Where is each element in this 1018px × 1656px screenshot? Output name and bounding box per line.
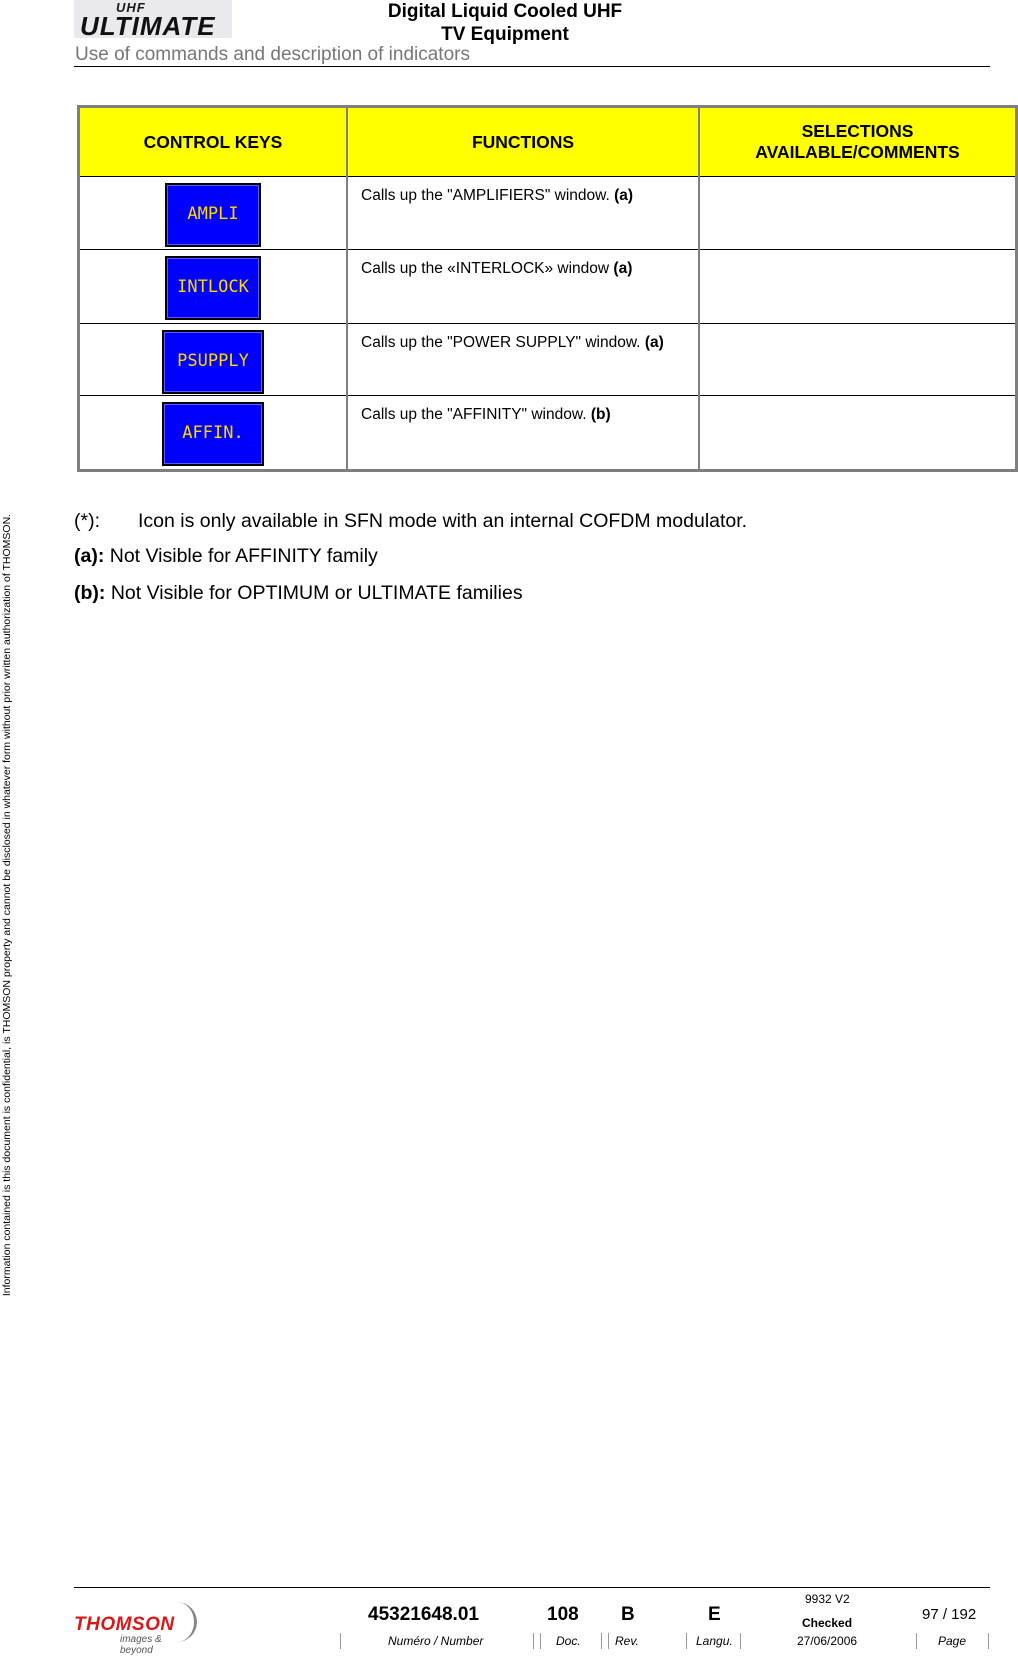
page-number: 97 / 192 [922,1606,977,1623]
checked-text: Checked [802,1616,853,1630]
note-b [74,582,523,605]
doc-value: 108 [547,1604,579,1625]
function-note: (b) [590,406,611,423]
confidentiality-text: Information contained is this document is confidential, is THOMSON property and cannot be disclosed in whatever form without prior written authorization of THOMSON. [1,513,13,1297]
comment-cell [699,177,1017,250]
note-a [74,545,378,568]
footer-separator [533,1633,534,1649]
uhf-ultimate-logo [74,0,232,41]
title-line-2: TV Equipment [441,24,569,45]
note-star-label: (*): [74,510,100,532]
footer-separator [916,1633,917,1649]
logo-ultimate-text: ULTIMATE [80,11,216,41]
note-a-label: (a): [74,545,105,567]
rev-label: Rev. [615,1634,639,1648]
comment-cell [699,250,1017,324]
header-divider [74,66,990,67]
footer-separator [340,1633,341,1649]
footer-separator [540,1633,541,1649]
table-row [79,250,1017,324]
footer-separator [740,1633,741,1649]
control-keys-table [77,105,1018,472]
section-title: Use of commands and description of indicators [75,44,470,65]
version-text: 9932 V2 [805,1592,850,1606]
rev-value: B [621,1604,635,1625]
table-header-row [79,107,1017,177]
header-selections [699,107,1017,177]
thomson-tagline: images & beyond [120,1634,162,1656]
function-note: (a) [644,334,664,351]
note-b-text: Not Visible for OPTIMUM or ULTIMATE families [110,582,523,604]
doc-label: Doc. [556,1634,581,1648]
header-functions: FUNCTIONS [347,107,699,177]
lang-label: Langu. [696,1634,733,1648]
function-text: Calls up the «INTERLOCK» window [361,260,614,277]
function-note: (a) [614,187,634,204]
confidentiality-notice [0,0,14,1649]
date-text: 27/06/2006 [797,1634,858,1648]
lang-value: E [708,1604,721,1625]
key-cell [79,396,348,471]
function-cell [347,396,699,471]
thomson-logo [72,1598,194,1656]
function-note: (a) [613,260,633,277]
page-label: Page [938,1634,967,1648]
key-cell [79,250,348,324]
footer-separator [988,1633,989,1649]
title-line-1: Digital Liquid Cooled UHF [387,1,623,22]
footer-separator [686,1633,687,1649]
key-cell [79,324,348,396]
function-text: Calls up the "AFFINITY" window. [361,406,587,423]
intlock-key-button[interactable]: INTLOCK [165,256,261,320]
header-control-keys: CONTROL KEYS [79,107,348,177]
table-row [79,324,1017,396]
note-a-text: Not Visible for AFFINITY family [109,545,378,567]
psupply-key-button[interactable]: PSUPPLY [162,330,264,394]
footer-separator [608,1633,609,1649]
function-text: Calls up the "AMPLIFIERS" window. [361,187,610,204]
note-b-label: (b): [74,582,106,604]
affin-key-button[interactable]: AFFIN. [162,402,264,466]
document-number: 45321648.01 [368,1604,479,1625]
note-star [74,510,747,533]
table-row [79,396,1017,471]
function-cell [347,250,699,324]
logo-uhf-text: UHF [116,0,146,15]
footer-divider [74,1587,990,1588]
function-text: Calls up the "POWER SUPPLY" window. [361,334,641,351]
header-selections-text: SELECTIONS AVAILABLE/COMMENTS [755,121,960,162]
document-title [380,0,630,46]
function-cell [347,177,699,250]
thomson-brand: THOMSON [74,1614,175,1635]
note-star-text: Icon is only available in SFN mode with an internal COFDM modulator. [138,510,748,532]
comment-cell [699,396,1017,471]
function-cell [347,324,699,396]
comment-cell [699,324,1017,396]
table-row [79,177,1017,250]
ampli-key-button[interactable]: AMPLI [165,183,261,247]
footer-separator [601,1633,602,1649]
number-label: Numéro / Number [388,1634,484,1648]
key-cell [79,177,348,250]
